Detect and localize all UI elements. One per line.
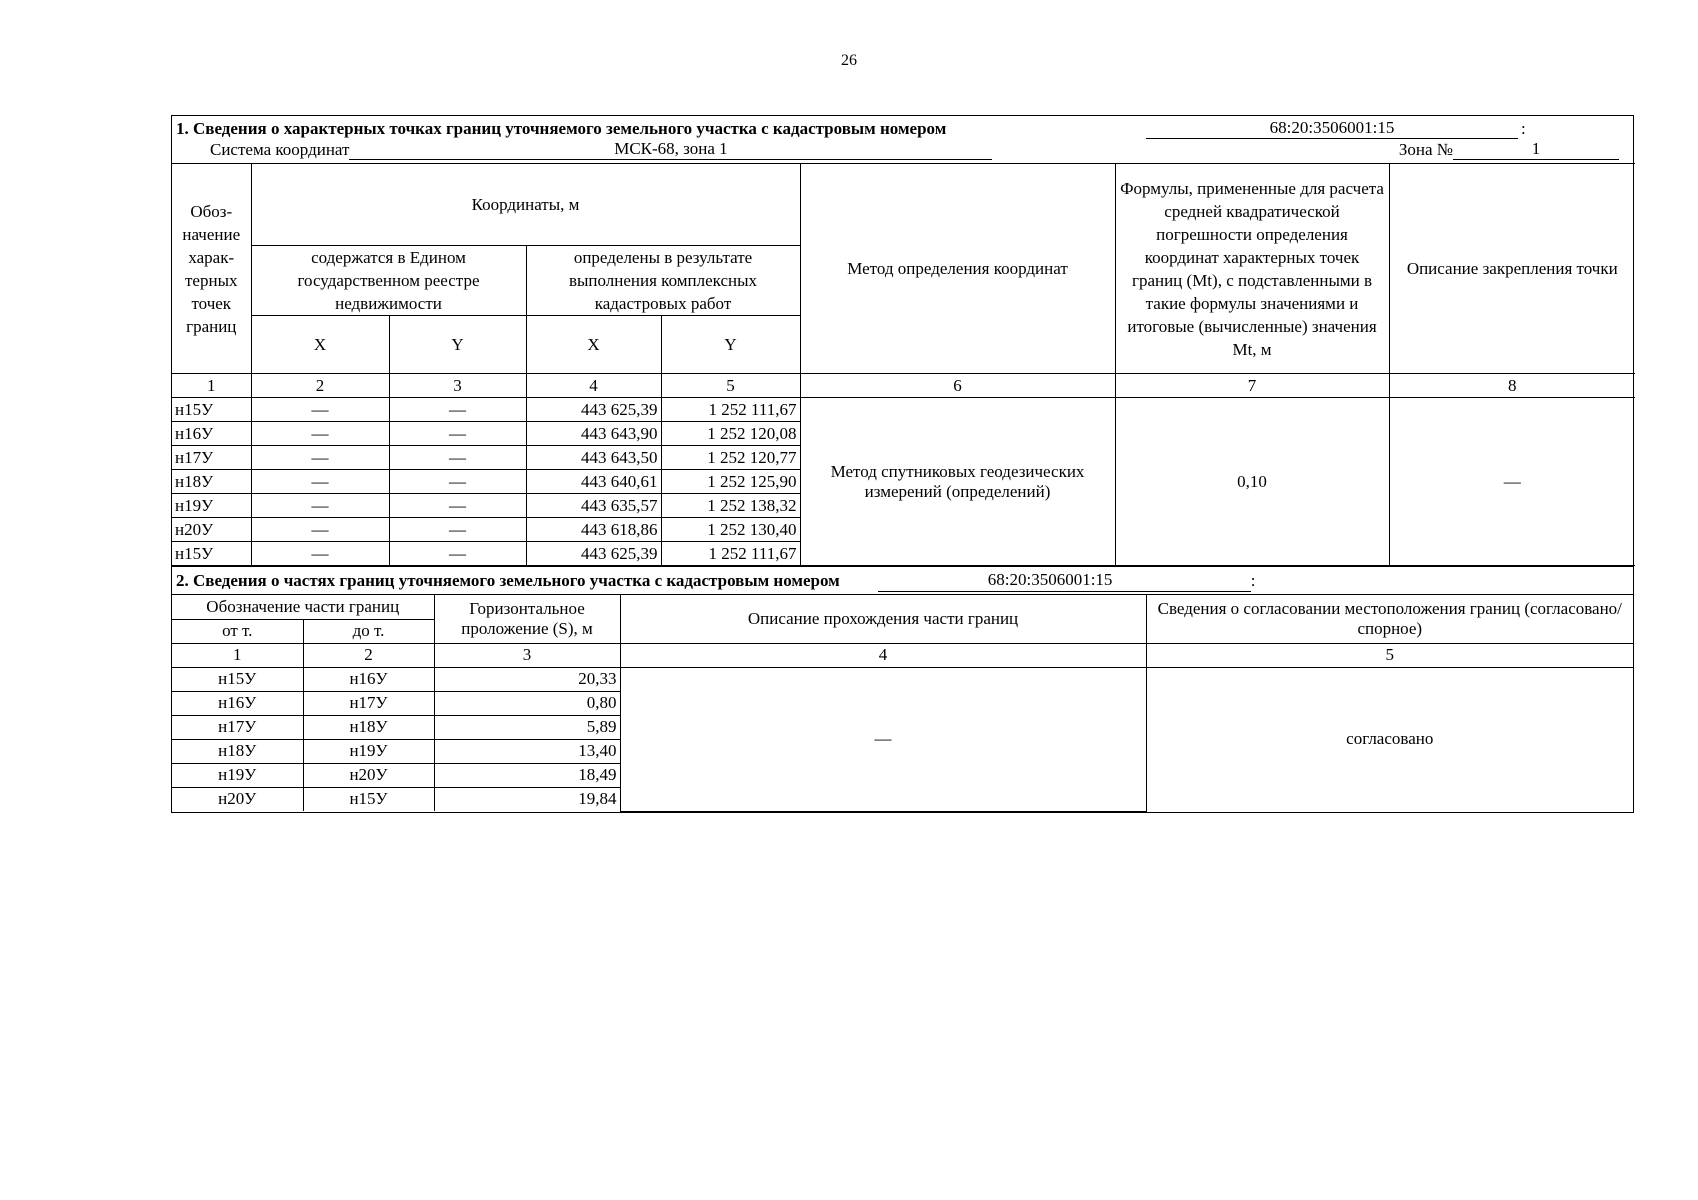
y-value: 1 252 138,32 xyxy=(661,494,800,518)
from-point: н16У xyxy=(172,691,303,715)
y-value: 1 252 130,40 xyxy=(661,518,800,542)
y-value: 1 252 120,77 xyxy=(661,446,800,470)
y-egrn: — xyxy=(389,446,526,470)
header-agreement: Сведения о согласовании местоположения границ (согласовано/спорное) xyxy=(1146,595,1633,643)
y-value: 1 252 111,67 xyxy=(661,398,800,422)
from-point: н18У xyxy=(172,739,303,763)
header-y-egrn: Y xyxy=(389,316,526,374)
header-designation: Обоз-начение харак-терных точек границ xyxy=(172,164,251,374)
header-description: Описание прохождения части границ xyxy=(620,595,1146,643)
y-value: 1 252 125,90 xyxy=(661,470,800,494)
header-x-egrn: X xyxy=(251,316,389,374)
y-egrn: — xyxy=(389,542,526,566)
header-kkr: определены в результате выполнения комплексных кадастровых работ xyxy=(526,246,800,316)
fixation-value: — xyxy=(1389,398,1635,566)
header-x-kkr: X xyxy=(526,316,661,374)
y-value: 1 252 120,08 xyxy=(661,422,800,446)
col-number: 3 xyxy=(389,374,526,398)
point-id: н19У xyxy=(172,494,251,518)
to-point: н15У xyxy=(303,787,434,811)
x-value: 443 635,57 xyxy=(526,494,661,518)
header-y-kkr: Y xyxy=(661,316,800,374)
point-id: н15У xyxy=(172,542,251,566)
col-number: 3 xyxy=(434,643,620,667)
point-id: н16У xyxy=(172,422,251,446)
section1-title-suffix: : xyxy=(1521,119,1526,138)
parts-table xyxy=(172,595,1633,812)
section2-title-suffix: : xyxy=(1250,571,1256,590)
from-point: н19У xyxy=(172,763,303,787)
col-number: 2 xyxy=(251,374,389,398)
y-egrn: — xyxy=(389,422,526,446)
to-point: н16У xyxy=(303,667,434,691)
zone-value: 1 xyxy=(1453,139,1619,160)
x-value: 443 625,39 xyxy=(526,542,661,566)
coord-system-label: Система координат xyxy=(210,140,350,159)
x-egrn: — xyxy=(251,518,389,542)
header-from: от т. xyxy=(172,619,303,643)
horizontal-value: 5,89 xyxy=(434,715,620,739)
header-egrn: содержатся в Едином государственном реестре недвижимости xyxy=(251,246,526,316)
col-number: 8 xyxy=(1389,374,1635,398)
horizontal-value: 18,49 xyxy=(434,763,620,787)
y-value: 1 252 111,67 xyxy=(661,542,800,566)
cadastral-form xyxy=(171,115,1634,813)
header-coordinates: Координаты, м xyxy=(251,164,800,246)
col-number: 4 xyxy=(526,374,661,398)
to-point: н18У xyxy=(303,715,434,739)
to-point: н17У xyxy=(303,691,434,715)
section1-header xyxy=(172,116,1633,163)
y-egrn: — xyxy=(389,398,526,422)
to-point: н20У xyxy=(303,763,434,787)
header-to: до т. xyxy=(303,619,434,643)
horizontal-value: 20,33 xyxy=(434,667,620,691)
col-number: 5 xyxy=(661,374,800,398)
from-point: н17У xyxy=(172,715,303,739)
point-id: н18У xyxy=(172,470,251,494)
horizontal-value: 13,40 xyxy=(434,739,620,763)
table-row xyxy=(172,398,1635,422)
x-egrn: — xyxy=(251,398,389,422)
column-numbers-row xyxy=(172,374,1635,398)
header-horizontal: Горизонтальное проложение (S), м xyxy=(434,595,620,643)
to-point: н19У xyxy=(303,739,434,763)
table-row xyxy=(172,667,1633,691)
description-value: — xyxy=(620,667,1146,811)
point-id: н20У xyxy=(172,518,251,542)
col-number: 1 xyxy=(172,374,251,398)
x-value: 443 625,39 xyxy=(526,398,661,422)
col-number: 6 xyxy=(800,374,1115,398)
section1-cadastral-number: 68:20:3506001:15 xyxy=(1146,118,1518,139)
x-egrn: — xyxy=(251,470,389,494)
x-value: 443 643,90 xyxy=(526,422,661,446)
coord-system-value: МСК-68, зона 1 xyxy=(349,139,992,160)
x-egrn: — xyxy=(251,422,389,446)
section2-title: 2. Сведения о частях границ уточняемого земельного участка с кадастровым номером xyxy=(176,571,840,590)
from-point: н20У xyxy=(172,787,303,811)
point-id: н17У xyxy=(172,446,251,470)
horizontal-value: 19,84 xyxy=(434,787,620,811)
y-egrn: — xyxy=(389,494,526,518)
section2-cadastral-number: 68:20:3506001:15 xyxy=(878,569,1251,592)
from-point: н15У xyxy=(172,667,303,691)
mt-value: 0,10 xyxy=(1115,398,1389,566)
header-fixation: Описание закрепления точки xyxy=(1389,164,1635,374)
col-number: 5 xyxy=(1146,643,1633,667)
horizontal-value: 0,80 xyxy=(434,691,620,715)
y-egrn: — xyxy=(389,518,526,542)
column-numbers-row xyxy=(172,643,1633,667)
col-number: 4 xyxy=(620,643,1146,667)
x-egrn: — xyxy=(251,542,389,566)
x-egrn: — xyxy=(251,494,389,518)
point-id: н15У xyxy=(172,398,251,422)
x-value: 443 640,61 xyxy=(526,470,661,494)
section2-header xyxy=(172,566,1633,595)
y-egrn: — xyxy=(389,470,526,494)
header-part-designation: Обозначение части границ xyxy=(172,595,434,619)
page-number: 26 xyxy=(841,52,857,69)
col-number: 7 xyxy=(1115,374,1389,398)
agreement-value: согласовано xyxy=(1146,667,1633,811)
header-formulas: Формулы, примененные для расчета средней квадратической погрешности определения координат характерных точек границ (Mt), с подставленными в такие формулы значениями и итоговые (вычисленные) значения Mt, м xyxy=(1115,164,1389,374)
x-value: 443 618,86 xyxy=(526,518,661,542)
x-value: 443 643,50 xyxy=(526,446,661,470)
x-egrn: — xyxy=(251,446,389,470)
col-number: 2 xyxy=(303,643,434,667)
header-method: Метод определения координат xyxy=(800,164,1115,374)
method-value: Метод спутниковых геодезических измерений (определений) xyxy=(800,398,1115,566)
zone-label: Зона № xyxy=(1398,140,1453,159)
points-table xyxy=(172,163,1635,566)
section1-title: 1. Сведения о характерных точках границ уточняемого земельного участка с кадастровым номером xyxy=(176,119,947,138)
col-number: 1 xyxy=(172,643,303,667)
